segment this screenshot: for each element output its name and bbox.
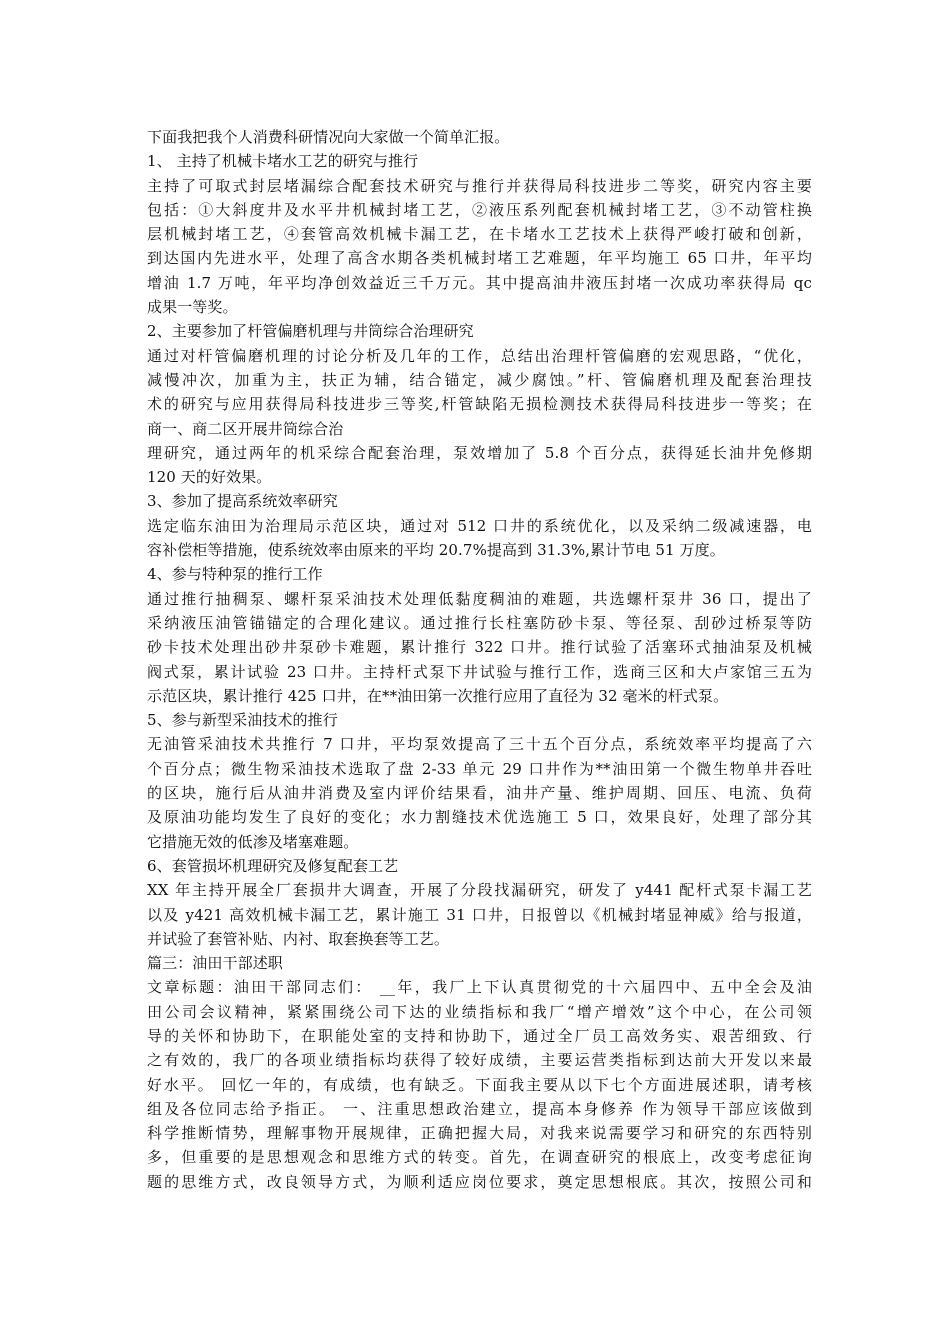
text-line: 通过推行抽稠泵、螺杆泵采油技术处理低黏度稠油的难题，共选螺杆泵井 36 口，提出了	[147, 589, 812, 608]
text-line: 商一、商二区开展井筒综合治	[147, 419, 344, 438]
text-line: 主持了可取式封层堵漏综合配套技术研究与推行并获得局科技进步二等奖，研究内容主要	[147, 176, 812, 195]
text-line: 田公司会议精神，紧紧围绕公司下达的业绩指标和我厂“增产增效”这个中心，在公司领	[147, 1002, 812, 1021]
text-line: XX 年主持开展全厂套损井大调查，开展了分段找漏研究，研发了 y441 配杆式泵卡漏工艺	[147, 881, 812, 900]
text-line: 科学推断情势，理解事物开展规律，正确把握大局，对我来说需要学习和研究的东西特别	[147, 1124, 812, 1143]
text-line: 6、套管损坏机理研究及修复配套工艺	[147, 856, 399, 875]
text-line: 成果一等奖。	[147, 298, 238, 317]
text-line: 导的关怀和协助下，在职能处室的支持和协助下，通过全厂员工高效务实、艰苦细致、行	[147, 1026, 812, 1045]
text-line: 4、参与特种泵的推行工作	[147, 565, 323, 584]
text-line: 砂卡技术处理出砂井泵砂卡难题，累计推行 322 口井。推行试验了活塞环式抽油泵及机械	[147, 638, 812, 657]
text-line: 减慢冲次，加重为主，扶正为辅，结合锚定，减少腐蚀。”杆、管偏磨机理及配套治理技	[147, 370, 812, 389]
text-line: 术的研究与应用获得局科技进步三等奖,杆管缺陷无损检测技术获得局科技进步一等奖；在	[147, 395, 812, 414]
document-body	[147, 125, 812, 1194]
text-line: 篇三：油田干部述职	[147, 954, 283, 973]
text-line: 容补偿柜等措施，使系统效率由原来的平均 20.7%提高到 31.3%,累计节电 51 万度。	[147, 541, 725, 560]
text-line: 层机械封堵工艺，④套管高效机械卡漏工艺，在卡堵水工艺技术上获得严峻打破和创新，	[147, 225, 812, 244]
text-line: 采纳液压油管锚锚定的合理化建议。通过推行长柱塞防砂卡泵、等径泵、刮砂过桥泵等防	[147, 613, 812, 632]
text-line: 120 天的好效果。	[147, 468, 272, 487]
text-line: 组及各位同志给予指正。 一、注重思想政治建立，提高本身修养 作为领导干部应该做到	[147, 1099, 812, 1118]
text-line: 示范区块，累计推行 425 口井，在**油田第一次推行应用了直径为 32 毫米的杆式泵。	[147, 686, 729, 705]
text-line: 下面我把我个人消费科研情况向大家做一个简单汇报。	[147, 128, 510, 146]
text-line: 题的思维方式，改良领导方式，为顺利适应岗位要求，奠定思想根底。其次，按照公司和	[147, 1172, 812, 1191]
text-line: 多，但重要的是思想观念和思维方式的转变。首先，在调查研究的根底上，改变考虑征询	[147, 1148, 812, 1167]
text-line: 它措施无效的低渗及堵塞难题。	[147, 832, 359, 851]
text-line: 5、参与新型采油技术的推行	[147, 711, 338, 730]
text-line: 增油 1.7 万吨，年平均净创效益近三千万元。其中提高油井液压封堵一次成功率获得局 qc	[147, 273, 812, 292]
text-line: 的区块，施行后从油井消费及室内评价结果看，油井产量、维护周期、回压、电流、负荷	[147, 784, 812, 803]
text-line: 及原油功能均发生了良好的变化；水力割缝技术优选施工 5 口，效果良好，处理了部分其	[147, 808, 812, 827]
text-line: 理研究，通过两年的机采综合配套治理，泵效增加了 5.8 个百分点，获得延长油井免修期	[147, 443, 812, 462]
text-line: 个百分点；微生物采油技术选取了盘 2-33 单元 29 口井作为**油田第一个微生物单井吞吐	[147, 759, 812, 778]
text-line: 好水平。 回忆一年的，有成绩，也有缺乏。下面我主要从以下七个方面进展述职，请考核	[147, 1075, 812, 1094]
text-line: 2、主要参加了杆管偏磨机理与井筒综合治理研究	[147, 322, 474, 341]
text-line: 1、 主持了机械卡堵水工艺的研究与推行	[147, 152, 419, 171]
text-line: 3、参加了提高系统效率研究	[147, 492, 338, 511]
text-line: 选定临东油田为治理局示范区块，通过对 512 口井的系统优化，以及采纳二级减速器，电	[147, 516, 812, 535]
text-line: 阀式泵，累计试验 23 口井。主持杆式泵下井试验与推行工作，选商三区和大卢家馆三五为	[147, 662, 812, 681]
text-line: 之有效的，我厂的各项业绩指标均获得了较好成绩，主要运营类指标到达前大开发以来最	[147, 1051, 812, 1070]
text-line: 包括：①大斜度井及水平井机械封堵工艺，②液压系列配套机械封堵工艺，③不动管柱换	[147, 200, 812, 219]
text-line: 并试验了套管补贴、内衬、取套换套等工艺。	[147, 929, 450, 948]
text-line: 到达国内先进水平，处理了高含水期各类机械封堵工艺难题，年平均施工 65 口井，年平均	[147, 249, 812, 268]
text-line: 以及 y421 高效机械卡漏工艺，累计施工 31 口井，日报曾以《机械封堵显神威》给与报道，	[147, 905, 812, 924]
text-line: 通过对杆管偏磨机理的讨论分析及几年的工作，总结出治理杆管偏磨的宏观思路，“优化，	[147, 346, 812, 365]
text-line: 文章标题：油田干部同志们： __年，我厂上下认真贯彻党的十六届四中、五中全会及油	[147, 978, 812, 997]
text-line: 无油管采油技术共推行 7 口井，平均泵效提高了三十五个百分点，系统效率平均提高了六	[147, 735, 812, 754]
